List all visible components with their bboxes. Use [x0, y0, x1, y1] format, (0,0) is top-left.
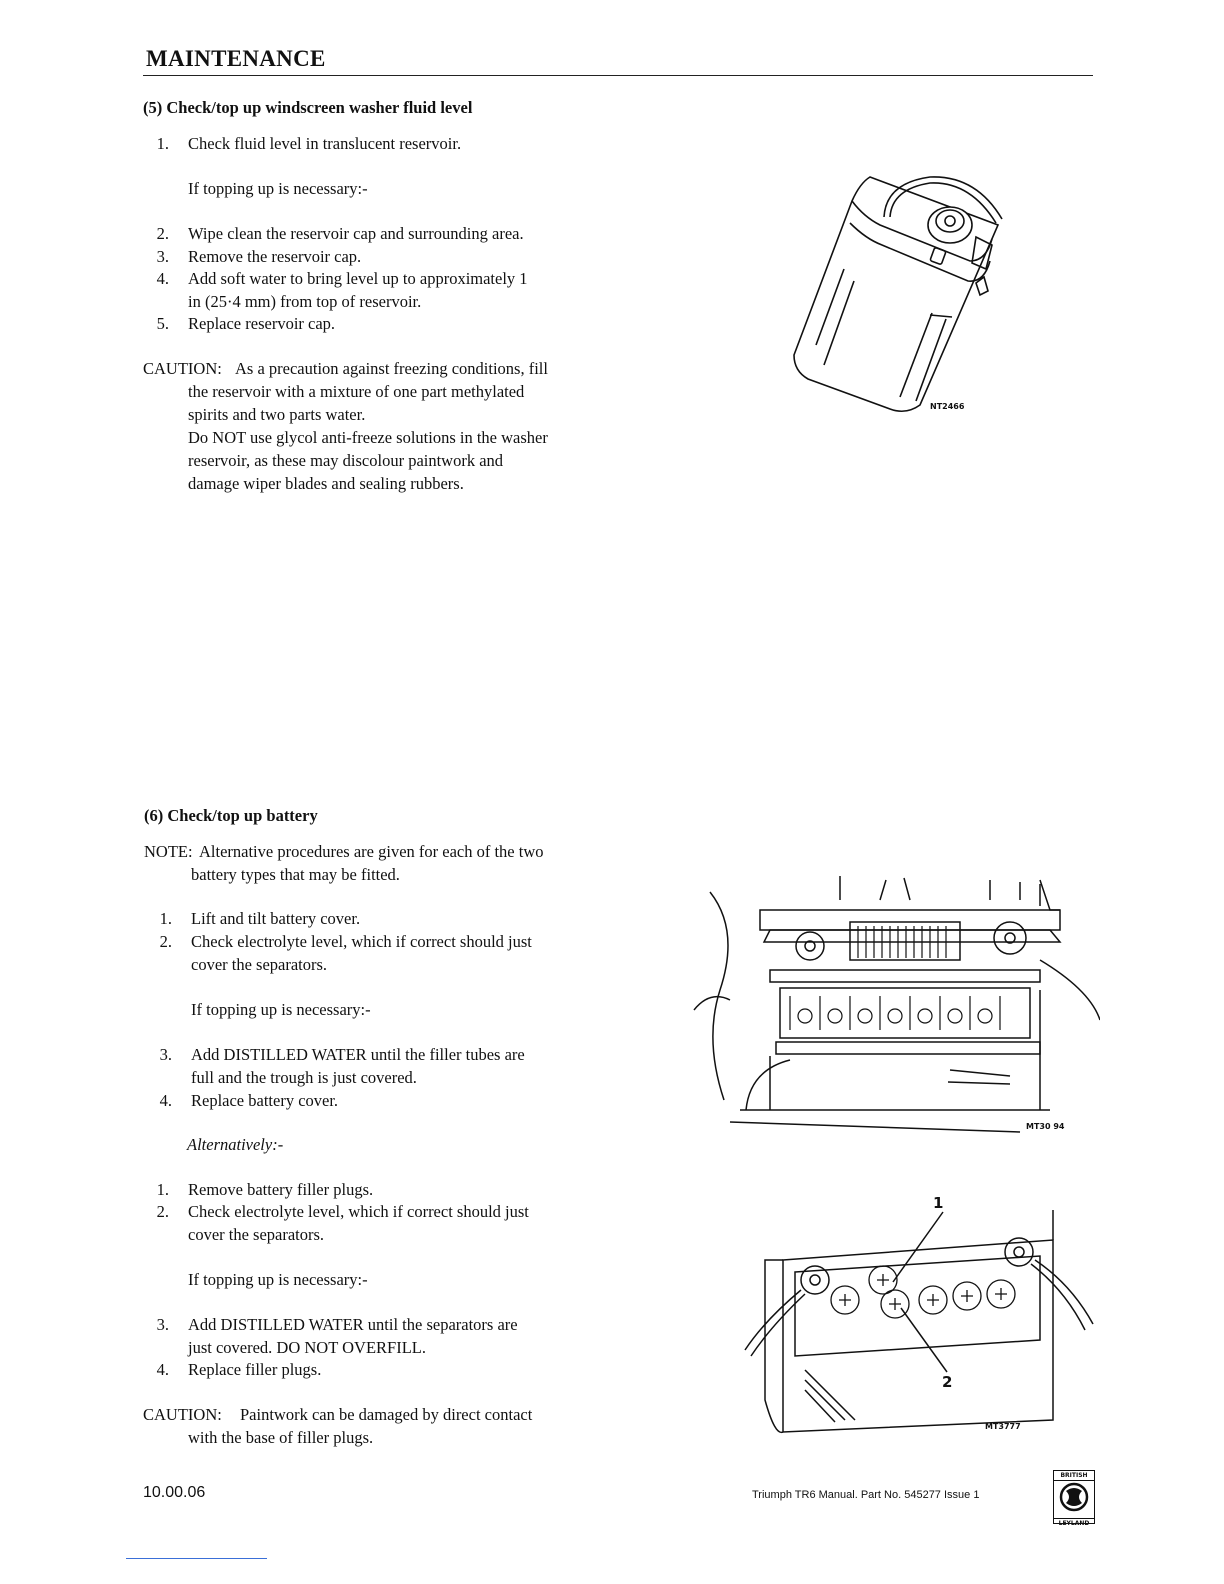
figure-label-mt3094: MT30 94 — [1026, 1122, 1065, 1131]
logo-bottom-text: LEYLAND — [1054, 1518, 1094, 1528]
step-number: 2. — [156, 1202, 169, 1221]
step-text: Replace reservoir cap. — [188, 314, 336, 333]
header-divider — [143, 75, 1093, 76]
step-text-line-1: Add soft water to bring level up to approximately 1 — [188, 269, 528, 288]
figure-label-mt3777: MT3777 — [985, 1422, 1021, 1431]
caution-line: reservoir, as these may discolour paintwork and — [188, 451, 504, 470]
step-number: 1. — [156, 1180, 169, 1199]
caution-label: CAUTION: — [143, 359, 222, 378]
step-text: Replace battery cover. — [191, 1091, 339, 1110]
s6-alternatively: Alternatively:- — [187, 1135, 284, 1154]
s6-b-step-2 — [143, 1200, 613, 1248]
manual-reference: Triumph TR6 Manual. Part No. 545277 Issue 1 — [752, 1489, 980, 1501]
washer-reservoir-illustration — [780, 165, 1020, 425]
note-label: NOTE: — [144, 842, 193, 861]
step-text-line-2: cover the separators. — [191, 955, 328, 974]
s6-b-topping-note: If topping up is necessary:- — [188, 1270, 368, 1289]
callout-1: 1 — [933, 1194, 944, 1212]
section-5-title: (5) Check/top up windscreen washer fluid level — [143, 98, 473, 117]
s5-topping-note: If topping up is necessary:- — [188, 179, 368, 198]
caution-line: with the base of filler plugs. — [188, 1428, 374, 1447]
step-number: 1. — [159, 909, 172, 928]
logo-top-text: BRITISH — [1054, 1471, 1094, 1481]
s6-caution — [143, 1403, 613, 1451]
figure-label-nt2466: NT2466 — [930, 402, 965, 411]
s6-b-step-4 — [143, 1358, 613, 1382]
step-text: Wipe clean the reservoir cap and surrounding area. — [188, 224, 524, 243]
step-number: 4. — [156, 269, 169, 288]
battery-cover-illustration — [690, 870, 1100, 1150]
footer-rule — [126, 1558, 267, 1559]
step-text: Replace filler plugs. — [188, 1360, 322, 1379]
step-text-line-1: Check electrolyte level, which if correct should just — [188, 1202, 529, 1221]
s5-caution — [143, 357, 613, 497]
section-6-title: (6) Check/top up battery — [144, 806, 318, 825]
s5-step-1 — [143, 132, 613, 156]
caution-label: CAUTION: — [143, 1405, 222, 1424]
step-number: 3. — [156, 1315, 169, 1334]
step-number: 4. — [156, 1360, 169, 1379]
step-text-line-2: cover the separators. — [188, 1225, 325, 1244]
caution-line: Do NOT use glycol anti-freeze solutions in the washer — [188, 428, 548, 447]
step-number: 4. — [159, 1091, 172, 1110]
caution-line: the reservoir with a mixture of one part methylated — [188, 382, 525, 401]
step-number: 2. — [156, 224, 169, 243]
step-number: 2. — [159, 932, 172, 951]
s6-a-step-1 — [146, 907, 616, 931]
step-text: Lift and tilt battery cover. — [191, 909, 361, 928]
step-number: 5. — [156, 314, 169, 333]
caution-line: As a precaution against freezing conditions, fill — [235, 359, 548, 378]
leyland-emblem-icon — [1054, 1481, 1094, 1513]
step-text-line-1: Add DISTILLED WATER until the filler tubes are — [191, 1045, 525, 1064]
s6-b-step-3 — [143, 1313, 613, 1361]
page-number: 10.00.06 — [143, 1484, 206, 1501]
s5-step-4 — [143, 267, 613, 315]
british-leyland-logo — [1053, 1470, 1095, 1527]
note-line-2: battery types that may be fitted. — [191, 865, 400, 884]
step-text: Check fluid level in translucent reservoir. — [188, 134, 462, 153]
step-number: 1. — [156, 134, 169, 153]
step-text-line-1: Add DISTILLED WATER until the separators are — [188, 1315, 518, 1334]
caution-line: spirits and two parts water. — [188, 405, 366, 424]
s6-a-step-3 — [146, 1043, 616, 1091]
step-text-line-2: in (25·4 mm) from top of reservoir. — [188, 292, 422, 311]
s6-b-step-1 — [143, 1178, 613, 1202]
step-number: 3. — [159, 1045, 172, 1064]
s6-a-topping-note: If topping up is necessary:- — [191, 1000, 371, 1019]
step-text-line-2: just covered. DO NOT OVERFILL. — [188, 1338, 426, 1357]
s6-note — [144, 840, 614, 888]
step-text: Remove battery filler plugs. — [188, 1180, 374, 1199]
caution-line: damage wiper blades and sealing rubbers. — [188, 474, 464, 493]
battery-filler-plugs-illustration — [735, 1194, 1100, 1445]
page-header-title: MAINTENANCE — [146, 46, 326, 71]
s6-a-step-4 — [146, 1089, 616, 1113]
s5-step-5 — [143, 312, 613, 336]
step-text-line-2: full and the trough is just covered. — [191, 1068, 417, 1087]
battery-cover-drawing — [690, 870, 1100, 1150]
caution-line: Paintwork can be damaged by direct contact — [240, 1405, 533, 1424]
s5-step-2 — [143, 222, 613, 246]
step-text: Remove the reservoir cap. — [188, 247, 362, 266]
s6-a-step-2 — [146, 930, 616, 978]
reservoir-drawing — [780, 165, 1020, 425]
note-line-1: Alternative procedures are given for each of the two — [199, 842, 544, 861]
step-text-line-1: Check electrolyte level, which if correct should just — [191, 932, 532, 951]
s5-step-3 — [143, 245, 613, 269]
step-number: 3. — [156, 247, 169, 266]
callout-2: 2 — [942, 1373, 953, 1391]
battery-filler-drawing — [735, 1200, 1100, 1445]
